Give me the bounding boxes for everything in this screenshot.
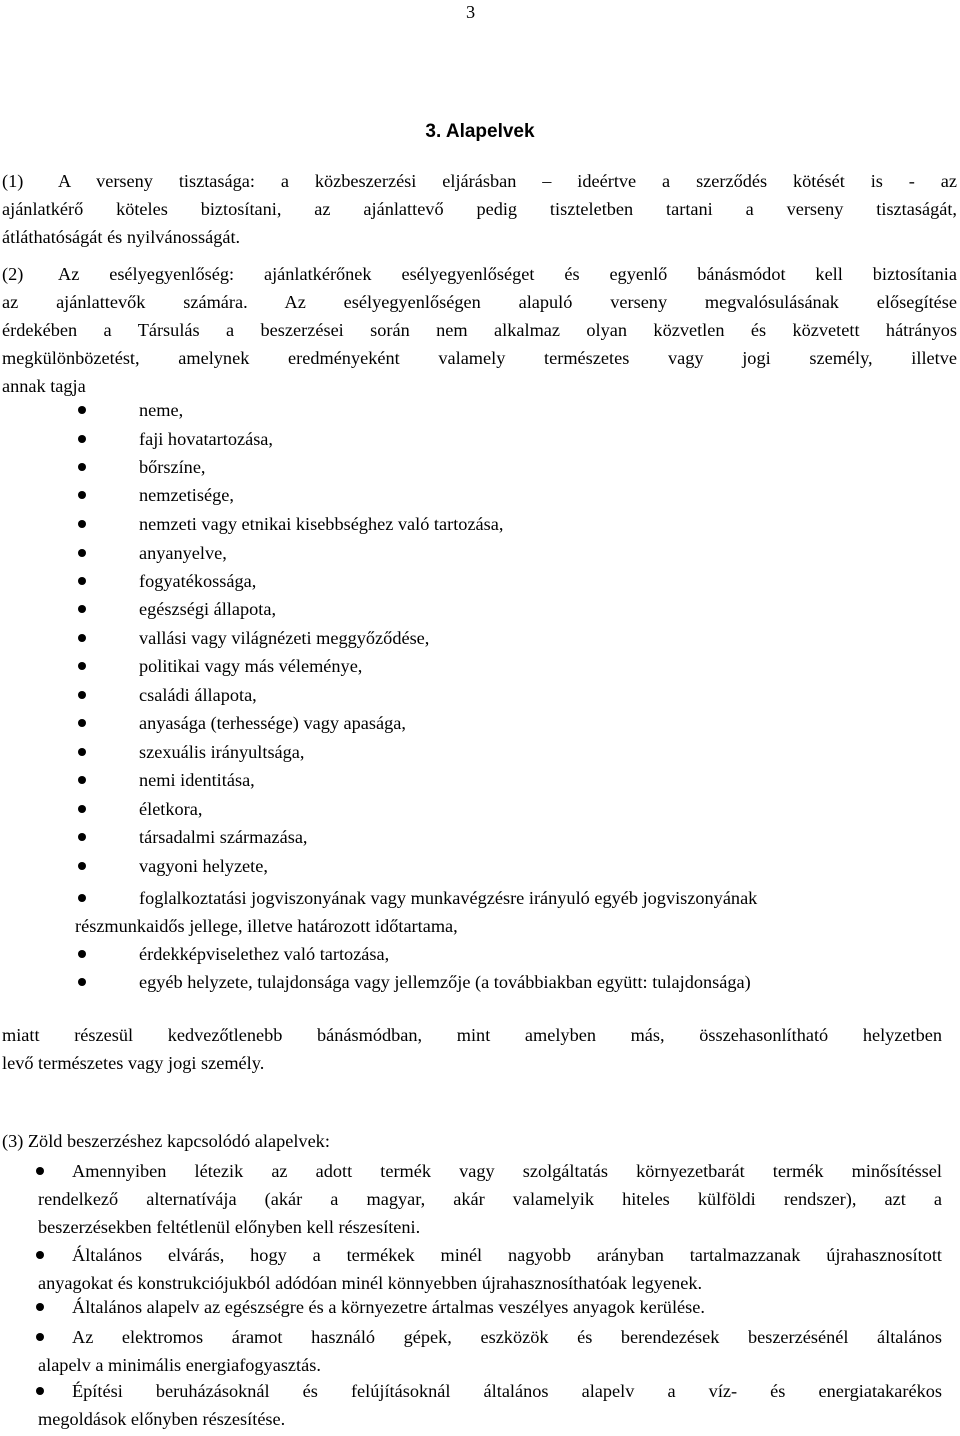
- bullet-icon: [78, 577, 86, 585]
- green-principle-item: [38, 1241, 942, 1297]
- conclusion-paragraph: [2, 1021, 942, 1077]
- bullet-icon: [36, 1303, 44, 1311]
- bullet-icon: [78, 463, 86, 471]
- section-title: 3. Alapelvek: [425, 121, 535, 142]
- paragraph-2-line-1: [2, 260, 957, 288]
- green-principle-line-1: Általános elvárás, hogy a termékek minél nagyobb arányban tartalmazzanak újrahasznosított: [72, 1245, 942, 1265]
- bullet-icon: [78, 833, 86, 841]
- bullet-icon: [78, 978, 86, 986]
- paragraph-number: (2): [2, 264, 24, 284]
- conclusion-line-1: miatt részesül kedvezőtlenebb bánásmódban, mint amelyben más, összehasonlítható helyzetben: [2, 1025, 942, 1045]
- bullet-icon: [78, 605, 86, 613]
- bullet-icon: [78, 662, 86, 670]
- bullet-icon: [78, 491, 86, 499]
- characteristic-label: vagyoni helyzete,: [139, 856, 268, 876]
- bullet-icon: [36, 1387, 44, 1395]
- green-principle-line-3: beszerzésekben feltétlenül előnyben kell részesíteni.: [38, 1217, 421, 1237]
- paragraph-1-line-2: ajánlatkérő köteles biztosítani, az ajánlattevő pedig tiszteletben tartani a verseny tisztaságát,: [2, 199, 957, 219]
- characteristic-label: érdekképviselethez való tartozása,: [139, 944, 390, 964]
- characteristic-label: neme,: [139, 400, 184, 420]
- green-principle-line-1: Az elektromos áramot használó gépek, eszközök és berendezések beszerzésénél általános: [72, 1327, 942, 1347]
- characteristics-continuation: részmunkaidős jellege, illetve határozott időtartama,: [75, 916, 458, 936]
- characteristic-label: nemi identitása,: [139, 770, 255, 790]
- conclusion-line-2: levő természetes vagy jogi személy.: [2, 1053, 265, 1073]
- bullet-icon: [78, 719, 86, 727]
- green-principle-item: [38, 1293, 942, 1321]
- page-number: 3: [466, 2, 476, 22]
- green-principle-line-2: rendelkező alternatívája (akár a magyar, akár valamelyik hiteles külföldi rendszer), azt a: [38, 1189, 942, 1209]
- bullet-icon: [36, 1167, 44, 1175]
- paragraph-3-heading: (3) Zöld beszerzéshez kapcsolódó alapelvek:: [2, 1131, 330, 1151]
- paragraph-2-line-3: érdekében a Társulás a beszerzései során nem alkalmaz olyan közvetlen és közvetett hátrányos: [2, 320, 957, 340]
- green-principle-line-1: Amennyiben létezik az adott termék vagy szolgáltatás környezetbarát termék minősítéssel: [72, 1161, 942, 1181]
- bullet-icon: [36, 1251, 44, 1259]
- characteristic-label: foglalkoztatási jogviszonyának vagy munkavégzésre irányuló egyéb jogviszonyának: [139, 888, 758, 908]
- bullet-icon: [78, 549, 86, 557]
- bullet-icon: [78, 950, 86, 958]
- paragraph-1-line-1: [2, 167, 957, 195]
- paragraph-2-line-5: annak tagja: [2, 376, 86, 396]
- green-principle-item: [38, 1157, 942, 1241]
- characteristic-label: politikai vagy más véleménye,: [139, 656, 363, 676]
- green-principle-line-2: megoldások előnyben részesítése.: [38, 1409, 286, 1429]
- characteristic-label: anyanyelve,: [139, 543, 227, 563]
- bullet-icon: [78, 435, 86, 443]
- characteristic-label: anyasága (terhessége) vagy apasága,: [139, 713, 406, 733]
- characteristic-label: vallási vagy világnézeti meggyőződése,: [139, 628, 430, 648]
- bullet-icon: [78, 894, 86, 902]
- bullet-icon: [78, 691, 86, 699]
- paragraph-2: [2, 260, 957, 400]
- characteristic-label: nemzetisége,: [139, 485, 234, 505]
- bullet-icon: [78, 776, 86, 784]
- paragraph-text: Az esélyegyenlőség: ajánlatkérőnek esélyegyenlőséget és egyenlő bánásmódot kell biztosítania: [58, 264, 957, 284]
- characteristic-label: szexuális irányultsága,: [139, 742, 305, 762]
- paragraph-1: [2, 167, 957, 251]
- paragraph-2-line-2: az ajánlattevők számára. Az esélyegyenlőségen alapuló verseny megvalósulásának elősegítése: [2, 292, 957, 312]
- bullet-icon: [78, 748, 86, 756]
- characteristic-label: életkora,: [139, 799, 203, 819]
- characteristic-label: társadalmi származása,: [139, 827, 308, 847]
- paragraph-text: A verseny tisztasága: a közbeszerzési eljárásban – ideértve a szerződés kötését is - az: [58, 171, 957, 191]
- bullet-icon: [78, 805, 86, 813]
- characteristic-label: faji hovatartozása,: [139, 429, 273, 449]
- bullet-icon: [78, 634, 86, 642]
- paragraph-1-line-3: átláthatóságát és nyilvánosságát.: [2, 227, 241, 247]
- green-principle-item: [38, 1323, 942, 1379]
- characteristic-label: bőrszíne,: [139, 457, 206, 477]
- characteristic-label: családi állapota,: [139, 685, 257, 705]
- paragraph-number: (1): [2, 171, 24, 191]
- bullet-icon: [78, 862, 86, 870]
- green-principle-line-1: Építési beruházásoknál és felújításoknál általános alapelv a víz- és energiatakarékos: [72, 1381, 942, 1401]
- green-principle-line-1: Általános alapelv az egészségre és a környezetre ártalmas veszélyes anyagok kerülése.: [72, 1297, 705, 1317]
- green-principle-item: [38, 1377, 942, 1433]
- characteristic-label: egészségi állapota,: [139, 599, 277, 619]
- bullet-icon: [78, 406, 86, 414]
- characteristic-label: egyéb helyzete, tulajdonsága vagy jellemzője (a továbbiakban együtt: tulajdonsága): [139, 972, 751, 992]
- paragraph-2-line-4: megkülönbözetést, amelynek eredményeként valamely természetes vagy jogi személy, illetve: [2, 348, 957, 368]
- bullet-icon: [78, 520, 86, 528]
- characteristic-label: nemzeti vagy etnikai kisebbséghez való tartozása,: [139, 514, 504, 534]
- bullet-icon: [36, 1333, 44, 1341]
- characteristic-label: fogyatékossága,: [139, 571, 257, 591]
- green-principle-line-2: anyagokat és konstrukciójukból adódóan minél könnyebben újrahasznosíthatóak legyenek.: [38, 1273, 703, 1293]
- green-principle-line-2: alapelv a minimális energiafogyasztás.: [38, 1355, 321, 1375]
